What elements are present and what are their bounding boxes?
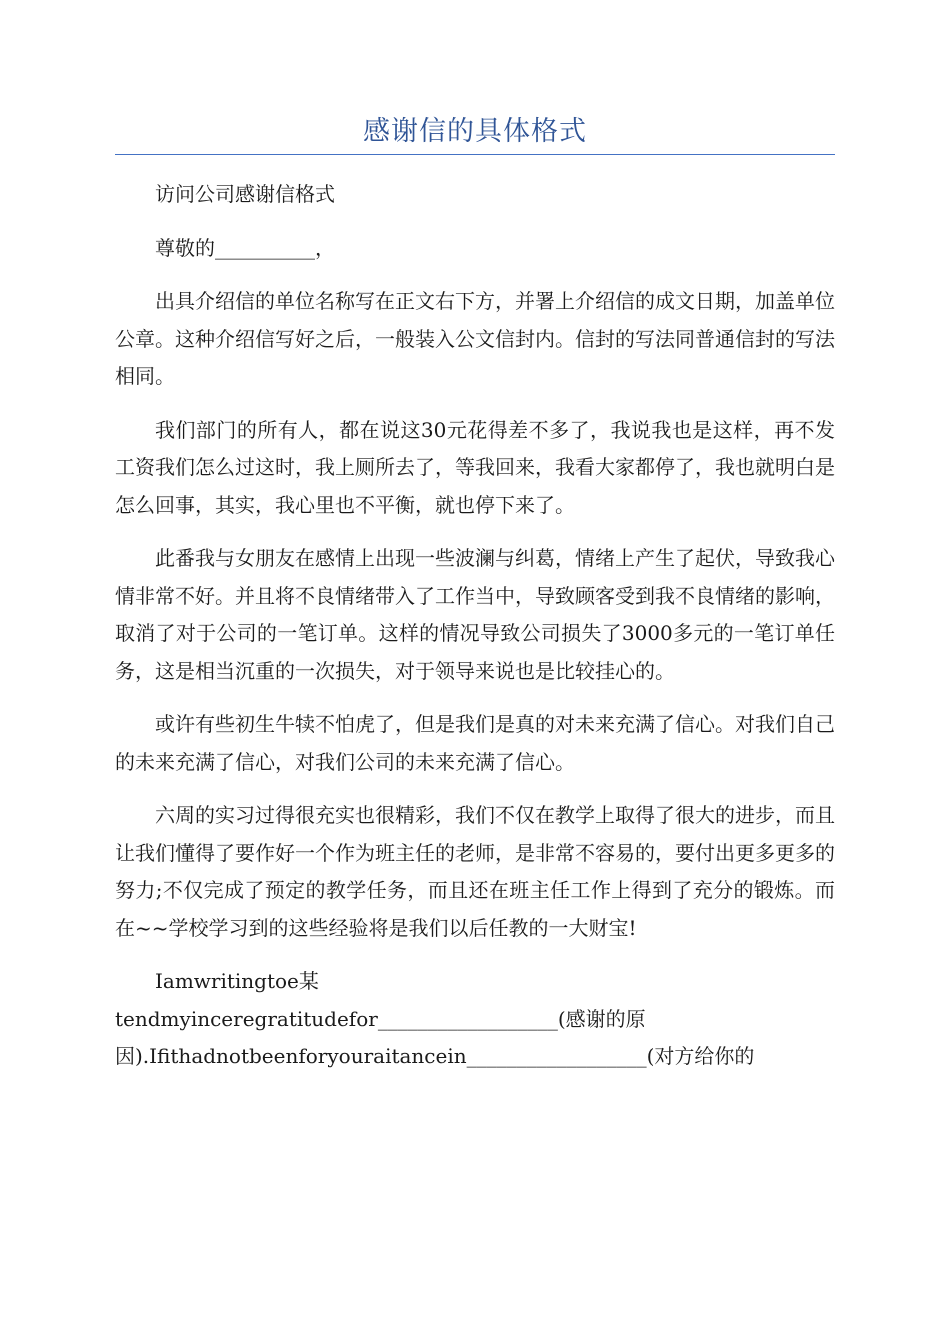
paragraph-apology: 此番我与女朋友在感情上出现一些波澜与纠葛，情绪上产生了起伏，导致我心情非常不好。并且将不良情绪带入了工作当中，导致顾客受到我不良情绪的影响，取消了对于公司的一笔订单。这样的情况导致公司损失了3000多元的一笔订单任务，这是相当沉重的一次损失，对于领导来说也是比较挂心的。 (115, 546, 835, 683)
document-title: 感谢信的具体格式 (363, 116, 587, 147)
english-line: Iamwritingtoe某 (155, 969, 319, 993)
paragraph-subtitle: 访问公司感谢信格式 (155, 182, 335, 206)
english-line: tendmyinceregratitudefor__________________(感谢的原 (115, 1006, 646, 1031)
paragraph-confidence: 或许有些初生牛犊不怕虎了，但是我们是真的对未来充满了信心。对我们自己的未来充满了信心，对我们公司的未来充满了信心。 (115, 712, 835, 774)
english-template (115, 963, 835, 1076)
paragraph-letter-info: 出具介绍信的单位名称写在正文右下方，并署上介绍信的成文日期，加盖单位公章。这种介绍信写好之后，一般装入公文信封内。信封的写法同普通信封的写法相同。 (115, 289, 835, 388)
paragraph-department: 我们部门的所有人，都在说这30元花得差不多了，我说我也是这样，再不发工资我们怎么过这时，我上厕所去了，等我回来，我看大家都停了，我也就明白是怎么回事，其实，我心里也不平衡，就也停下来了。 (115, 417, 835, 517)
document-body (115, 176, 835, 1076)
title-underline (115, 154, 835, 155)
paragraph-internship: 六周的实习过得很充实也很精彩，我们不仅在教学上取得了很大的进步，而且让我们懂得了要作好一个作为班主任的老师，是非常不容易的，要付出更多更多的努力;不仅完成了预定的教学任务，而且还在班主任工作上得到了充分的锻炼。而在~~学校学习到的这些经验将是我们以后任教的一大财宝! (115, 803, 835, 940)
paragraph-salutation: 尊敬的__________， (155, 235, 335, 260)
english-line: 因).Ifithadnotbeenforyouraitancein__________________(对方给你的 (115, 1044, 755, 1068)
